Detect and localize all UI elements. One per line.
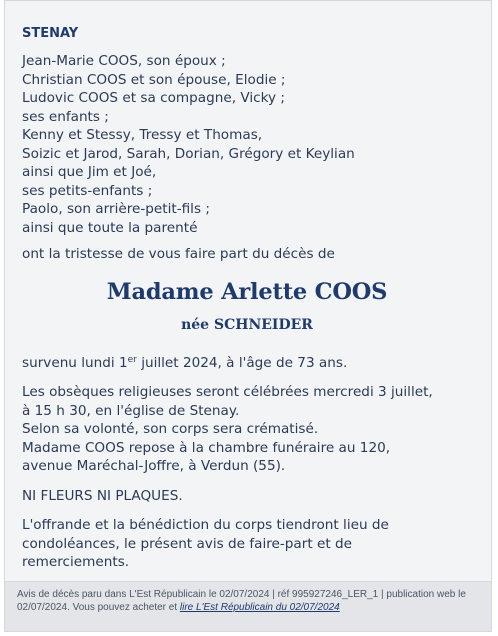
family-line: Kenny et Stessy, Tressy et Thomas, [22, 127, 263, 143]
family-line: ainsi que toute la parenté [22, 219, 198, 236]
obituary-content [22, 26, 472, 583]
publication-footer [5, 581, 491, 631]
announcement-intro: ont la tristesse de vous faire part du décès de [22, 246, 335, 262]
funeral-line: avenue Maréchal-Joffre, à Verdun (55). [22, 458, 286, 474]
family-line: Jean-Marie COOS, son époux ; [22, 53, 226, 69]
family-line: Soizic et Jarod, Sarah, Dorian, Grégory et Keylian [22, 145, 355, 162]
closing-text [22, 516, 472, 572]
publication-info: Avis de décès paru dans L'Est Républicain le 02/07/2024 | réf 995927246_LER_1 | publication web le 02/07/2024. Vous pouvez acheter et [17, 589, 466, 614]
death-date-prefix: survenu lundi 1 [22, 354, 128, 371]
closing-line: remerciements. [22, 554, 130, 570]
maiden-name: née SCHNEIDER [181, 316, 313, 333]
family-line: ainsi que Jim et Joé, [22, 164, 157, 180]
death-date-text [22, 354, 472, 373]
family-line: Christian COOS et son épouse, Elodie ; [22, 71, 286, 88]
buy-newspaper-link[interactable]: lire L'Est Républicain du 02/07/2024 [179, 602, 340, 614]
deceased-name: Madame Arlette COOS [106, 278, 388, 305]
family-line: ses enfants ; [22, 108, 109, 125]
family-line: Paolo, son arrière-petit-fils ; [22, 201, 210, 217]
funeral-line: Les obsèques religieuses seront célébrées mercredi 3 juillet, [22, 384, 433, 400]
family-line: Ludovic COOS et sa compagne, Vicky ; [22, 90, 285, 106]
closing-line: condoléances, le présent avis de faire-part et de [22, 535, 352, 552]
family-list [22, 52, 472, 237]
ordinal-suffix: er [127, 354, 137, 365]
funeral-details [22, 383, 472, 476]
city-heading: STENAY [22, 26, 79, 41]
funeral-line: Selon sa volonté, son corps sera crématisé. [22, 421, 319, 437]
death-date-suffix: juillet 2024, à l'âge de 73 ans. [136, 354, 348, 371]
family-line: ses petits-enfants ; [22, 182, 153, 199]
closing-line: L'offrande et la bénédiction du corps tiendront lieu de [22, 517, 389, 533]
funeral-line: Madame COOS repose à la chambre funéraire au 120, [22, 439, 391, 456]
no-flowers-notice: NI FLEURS NI PLAQUES. [22, 487, 183, 504]
funeral-line: à 15 h 30, en l'église de Stenay. [22, 402, 240, 419]
